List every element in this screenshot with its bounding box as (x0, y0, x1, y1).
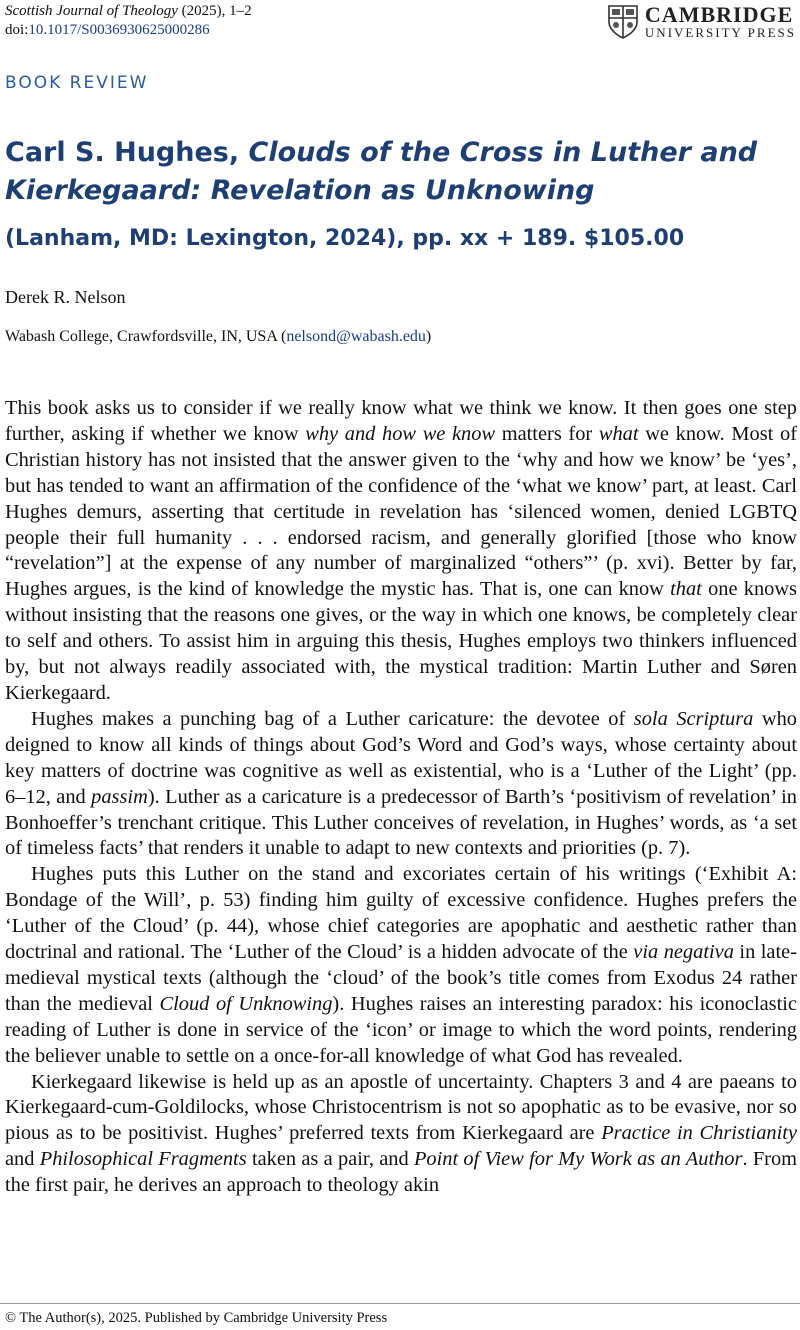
footer-divider (0, 1303, 800, 1304)
doi-line (5, 21, 252, 40)
p4-text-b: and (5, 1148, 40, 1171)
title-book-title: Clouds of the Cross in Luther and Kierkegaard: Revelation as Unknowing (5, 137, 758, 206)
p2-emphasis-2: passim (91, 785, 148, 808)
affiliation-text: Wabash College, Crawfordsville, IN, USA ( (5, 328, 287, 345)
p4-emphasis-2: Philosophical Fragments (39, 1148, 247, 1171)
body-paragraph-1 (5, 396, 797, 707)
p2-text-b: who deigned to know all kinds of things about God’s Word and God’s ways, whose certainty about key matters of doctrine was cognitive as well as existential, who is a ‘Luther of the Light’ (pp. 6–12, and (5, 707, 798, 808)
p2-text-a: Hughes makes a punching bag of a Luther caricature: the devotee of (31, 707, 634, 730)
p4-emphasis-3: Point of View for My Work as an Author (413, 1148, 743, 1171)
reviewer-affiliation (5, 328, 431, 346)
cambridge-shield-icon (607, 4, 639, 40)
reviewer-email-link[interactable]: nelsond@wabash.edu (286, 328, 426, 345)
body-paragraph-3 (5, 862, 797, 1069)
p4-text-a: Kierkegaard likewise is held up as an apostle of uncertainty. Chapters 3 and 4 are paeans to Kierkegaard-cum-Goldilocks, whose Christocentrism is not so apophatic as to be evasive, nor so pious as to be positivist. Hughes’ preferred texts from Kierkegaard are (5, 1070, 797, 1145)
doi-prefix: doi: (5, 22, 29, 38)
p1-emphasis-1: why and how we know (305, 422, 496, 445)
p3-emphasis-2: Cloud of Unknowing (159, 992, 333, 1015)
p2-emphasis-1: sola Scriptura (633, 707, 754, 730)
p4-text-c: taken as a pair, and (246, 1148, 414, 1171)
journal-citation (5, 2, 252, 21)
p3-text-a: Hughes puts this Luther on the stand and excoriates certain of his writings (‘Exhibit A: Bondage of the Will’, p. 53) finding him guilty of excessive confidence. Hughes prefers the ‘Luther of the Cloud’ (p. 44), whose chief categories are apophatic and aesthetic rather than doctrinal and rational. The ‘Luther of the Cloud’ is a hidden advocate of the (5, 863, 797, 964)
p1-text-d: one knows without insisting that the reasons one gives, or the way in which one knows, be completely clear to self and others. To assist him in arguing this thesis, Hughes employs two thinkers influenced by, but not always readily associated with, the mystical tradition: Martin Luther and Søren Kierkegaard. (5, 578, 797, 704)
journal-name: Scottish Journal of Theology (5, 3, 178, 19)
p1-emphasis-3: that (670, 578, 702, 601)
p4-text-d: . From the first pair, he derives an approach to theology akin (5, 1148, 798, 1197)
publisher-wordmark-line2: UNIVERSITY PRESS (644, 25, 796, 40)
article-title (5, 134, 795, 258)
reviewer-name: Derek R. Nelson (5, 287, 126, 307)
journal-header (5, 2, 252, 40)
article-type-label: BOOK REVIEW (5, 73, 149, 93)
affiliation-close: ) (425, 328, 432, 345)
p1-text-b: matters for (495, 422, 599, 445)
p2-text-c: ). Luther as a caricature is a predecessor of Barth’s ‘positivism of revelation’ in Bonhoeffer’s trenchant critique. This Luther conceives of revelation, in Hughes’ words, as ‘a set of timeless facts’ that renders it unable to adapt to new contexts and priorities (p. 7). (5, 785, 798, 860)
p3-emphasis-1: via negativa (633, 941, 734, 964)
p4-emphasis-1: Practice in Christianity (601, 1122, 797, 1145)
publisher-logo (607, 4, 796, 40)
publisher-wordmark-line1: CAMBRIDGE (644, 2, 794, 27)
body-paragraph-4 (5, 1070, 797, 1200)
p1-text-a: This book asks us to consider if we really know what we think we know. It then goes one step further, asking if whether we know (5, 397, 797, 445)
title-book-author: Carl S. Hughes, (5, 137, 249, 168)
journal-year-pages: (2025), 1–2 (177, 3, 252, 19)
title-publication-info: (Lanham, MD: Lexington, 2024), pp. xx + 189. $105.00 (5, 226, 685, 251)
copyright-notice: © The Author(s), 2025. Published by Cambridge University Press (5, 1310, 388, 1326)
review-body (5, 396, 797, 1199)
p1-text-c: we know. Most of Christian history has not insisted that the answer given to the ‘why and how we know’ be ‘yes’, but has tended to want an affirmation of the confidence of the ‘what we know’ part, at least. Carl Hughes demurs, asserting that certitude in revelation has ‘silenced women, denied LGBTQ people their full humanity . . . endorsed racism, and generally glorified [those who know “revelation”] at the expense of any number of marginalized “others”’ (p. xvi). Better by far, Hughes argues, is the kind of knowledge the mystic has. That is, one can know (5, 422, 797, 601)
p3-text-b: in late-medieval mystical texts (although the ‘cloud’ of the book’s title comes from Exodus 24 rather than the medieval (5, 941, 797, 1015)
p3-text-c: ). Hughes raises an interesting paradox: his iconoclastic reading of Luther is done in service of the ‘icon’ or image to which the word points, rendering the believer unable to settle on a once-for-all knowledge of what God has revealed. (5, 992, 797, 1067)
body-paragraph-2 (5, 707, 797, 862)
p1-emphasis-2: what (598, 422, 639, 445)
doi-link[interactable]: 10.1017/S0036930625000286 (28, 22, 210, 38)
